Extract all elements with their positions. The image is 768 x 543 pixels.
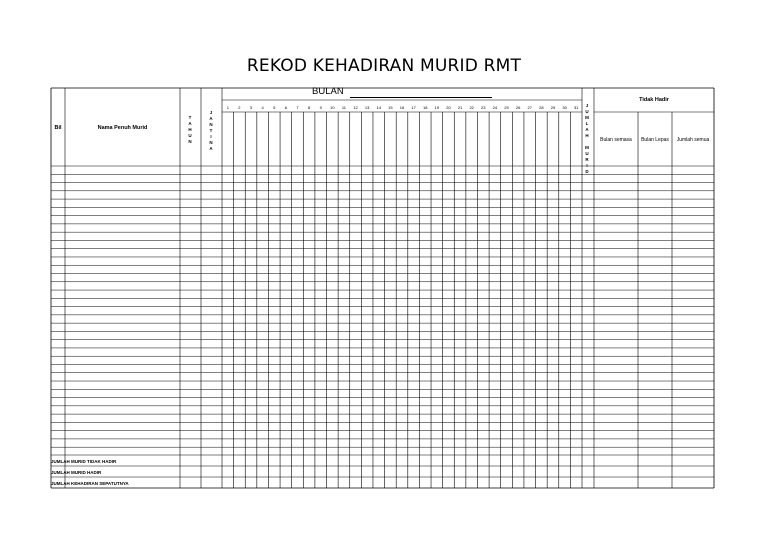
bulan-input-line[interactable] <box>350 97 492 98</box>
footer-tidak-hadir: JUMLAH MURID TIDAK HADIR <box>51 459 117 464</box>
day-number: 27 <box>527 105 532 110</box>
day-number: 29 <box>550 105 556 110</box>
footer-sepatutnya: JUMLAH KEHADIRAN SEPATUTNYA <box>51 481 129 486</box>
day-number: 3 <box>249 105 253 110</box>
header-nama: Nama Penuh Murid <box>97 125 148 131</box>
day-number: 24 <box>492 105 498 110</box>
day-number: 4 <box>261 105 264 110</box>
day-number: 30 <box>562 105 567 110</box>
footer-hadir: JUMLAH MURID HADIR <box>51 470 102 475</box>
day-number: 8 <box>307 105 311 110</box>
day-number: 11 <box>341 105 346 110</box>
day-number: 13 <box>364 105 370 110</box>
day-number: 21 <box>457 105 463 110</box>
day-number: 25 <box>504 105 509 110</box>
day-number: 9 <box>319 105 322 110</box>
day-number: 7 <box>296 105 299 110</box>
day-number: 18 <box>422 105 428 110</box>
header-jantina: J A N T I N A <box>209 110 213 151</box>
day-number: 12 <box>353 105 358 110</box>
day-number: 1 <box>226 105 229 110</box>
bulan-label: BULAN <box>312 86 344 97</box>
header-jumlah-semua: Jumlah semua <box>676 137 710 143</box>
day-number: 22 <box>469 105 474 110</box>
header-jumlah-murid: J U M L A H M U R I D <box>585 103 589 174</box>
page-title: REKOD KEHADIRAN MURID RMT <box>246 56 522 76</box>
day-number: 15 <box>388 105 393 110</box>
day-number: 19 <box>434 105 440 110</box>
header-bulan-lepas: Bulan Lepas <box>641 137 669 143</box>
header-tahun: T A H U N <box>188 115 192 144</box>
day-number: 17 <box>411 105 416 110</box>
day-number: 2 <box>238 105 241 110</box>
header-bil: Bil <box>54 125 62 131</box>
day-number: 28 <box>539 105 544 110</box>
header-bulan-semasa: Bulan semasa <box>600 137 632 143</box>
day-number: 16 <box>399 105 405 110</box>
day-number: 23 <box>481 105 486 110</box>
day-number: 20 <box>446 105 451 110</box>
day-number: 31 <box>573 105 579 110</box>
day-number: 10 <box>330 105 335 110</box>
day-number: 26 <box>515 105 521 110</box>
header-tidak-hadir: Tidak Hadir <box>639 97 669 103</box>
day-number: 5 <box>273 105 276 110</box>
day-number: 6 <box>284 105 287 110</box>
day-number: 14 <box>376 105 381 110</box>
